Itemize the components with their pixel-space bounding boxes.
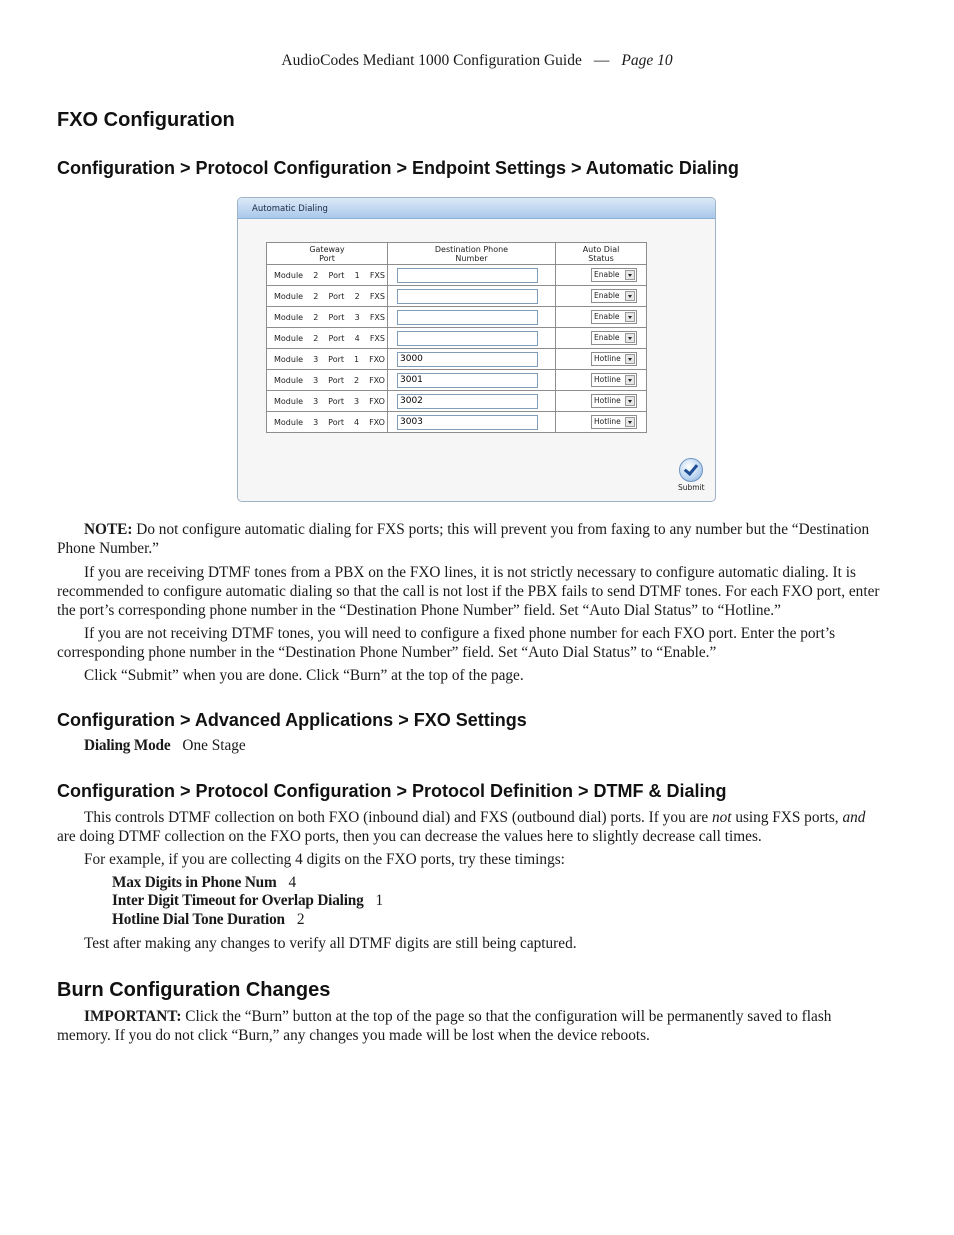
auto-dial-status-cell <box>556 328 647 349</box>
dropdown-arrow-icon[interactable] <box>625 291 635 301</box>
submit-label: Submit <box>678 483 705 492</box>
auto-dial-status-value: Enable <box>594 291 620 300</box>
timing-setting <box>112 892 383 910</box>
destination-number-input[interactable] <box>397 331 538 346</box>
table-row <box>267 412 647 433</box>
fxo-configuration-heading: FXO Configuration <box>57 109 235 131</box>
auto-dial-status-select[interactable] <box>591 289 637 303</box>
auto-dial-status-value: Hotline <box>594 417 621 426</box>
gateway-port-cell: Module 2 Port 3 FXS <box>267 307 388 328</box>
table-row <box>267 307 647 328</box>
destination-number-input[interactable] <box>397 268 538 283</box>
destination-number-input[interactable] <box>397 310 538 325</box>
table-row <box>267 286 647 307</box>
auto-dial-status-value: Enable <box>594 312 620 321</box>
timing-value: 1 <box>375 892 384 909</box>
submit-button[interactable] <box>678 458 705 492</box>
auto-dial-status-select[interactable] <box>591 415 637 429</box>
paragraph-no-dtmf: If you are not receiving DTMF tones, you will need to configure a fixed phone number for each FXO port. Enter the port’s corresponding phone number in the “Destination Phone Number” field. Set “Auto Dial Status” to “Enable.” <box>57 625 836 661</box>
checkmark-icon <box>679 458 703 482</box>
automatic-dialing-table <box>266 242 647 433</box>
automatic-dialing-path-heading: Configuration > Protocol Configuration > Endpoint Settings > Automatic Dialing <box>57 158 739 178</box>
automatic-dialing-panel <box>237 197 716 502</box>
column-header-destination-number: Destination Phone Number <box>388 243 556 265</box>
destination-number-input[interactable]: 3000 <box>397 352 538 367</box>
dropdown-arrow-icon[interactable] <box>625 354 635 364</box>
gateway-port-cell: Module 3 Port 1 FXO <box>267 349 388 370</box>
timing-label: Hotline Dial Tone Duration <box>112 911 285 928</box>
timing-label: Inter Digit Timeout for Overlap Dialing <box>112 892 364 909</box>
auto-dial-status-cell <box>556 349 647 370</box>
note-label: NOTE: <box>84 521 133 538</box>
auto-dial-status-cell <box>556 370 647 391</box>
column-header-auto-dial-status: Auto Dial Status <box>556 243 647 265</box>
destination-number-cell <box>388 286 556 307</box>
dtmf-dialing-path-heading: Configuration > Protocol Configuration > Protocol Definition > DTMF & Dialing <box>57 781 727 801</box>
dialing-mode-setting <box>84 737 246 755</box>
important-label: IMPORTANT: <box>84 1008 182 1025</box>
gateway-port-cell: Module 2 Port 2 FXS <box>267 286 388 307</box>
destination-number-cell <box>388 412 556 433</box>
gateway-port-cell: Module 3 Port 4 FXO <box>267 412 388 433</box>
fxo-settings-path-heading: Configuration > Advanced Applications > FXO Settings <box>57 710 527 730</box>
dropdown-arrow-icon[interactable] <box>625 396 635 406</box>
header-dash: — <box>593 52 610 69</box>
timing-label: Max Digits in Phone Num <box>112 874 277 891</box>
auto-dial-status-select[interactable] <box>591 352 637 366</box>
burn-configuration-heading: Burn Configuration Changes <box>57 979 331 1001</box>
page-number: Page 10 <box>621 52 673 69</box>
gateway-port-cell: Module 2 Port 1 FXS <box>267 265 388 286</box>
paragraph-dtmf-collection: This controls DTMF collection on both FXO (inbound dial) and FXS (outbound dial) ports. If you are not using FXS ports, and are doing DTMF collection on the FXO ports, then you can decrease the values here to slightly decrease call times. <box>57 809 866 845</box>
destination-number-cell <box>388 265 556 286</box>
dropdown-arrow-icon[interactable] <box>625 312 635 322</box>
important-text: Click the “Burn” button at the top of the page so that the configuration will be permanently saved to flash memory. If you do not click “Burn,” any changes you made will be lost when the device reboots. <box>57 1008 832 1044</box>
guide-title: AudioCodes Mediant 1000 Configuration Guide <box>281 52 582 69</box>
dialing-mode-value: One Stage <box>182 737 246 754</box>
destination-number-cell <box>388 328 556 349</box>
auto-dial-status-cell <box>556 265 647 286</box>
auto-dial-status-select[interactable] <box>591 331 637 345</box>
auto-dial-status-value: Enable <box>594 333 620 342</box>
note-paragraph <box>57 520 887 558</box>
destination-number-input[interactable]: 3002 <box>397 394 538 409</box>
destination-number-input[interactable] <box>397 289 538 304</box>
table-row <box>267 265 647 286</box>
gateway-port-cell: Module 2 Port 4 FXS <box>267 328 388 349</box>
destination-number-input[interactable]: 3003 <box>397 415 538 430</box>
auto-dial-status-select[interactable] <box>591 268 637 282</box>
dialing-mode-label: Dialing Mode <box>84 737 171 754</box>
timing-value: 4 <box>288 874 297 891</box>
auto-dial-status-value: Hotline <box>594 375 621 384</box>
auto-dial-status-select[interactable] <box>591 394 637 408</box>
destination-number-cell <box>388 391 556 412</box>
auto-dial-status-cell <box>556 286 647 307</box>
table-row <box>267 328 647 349</box>
paragraph-example: For example, if you are collecting 4 digits on the FXO ports, try these timings: <box>84 851 565 868</box>
table-header-row <box>267 243 647 265</box>
destination-number-cell <box>388 307 556 328</box>
table-row <box>267 391 647 412</box>
auto-dial-status-cell <box>556 307 647 328</box>
dropdown-arrow-icon[interactable] <box>625 375 635 385</box>
timing-setting <box>112 911 305 929</box>
auto-dial-status-value: Enable <box>594 270 620 279</box>
auto-dial-status-cell <box>556 412 647 433</box>
auto-dial-status-cell <box>556 391 647 412</box>
table-row <box>267 349 647 370</box>
destination-number-cell <box>388 370 556 391</box>
timing-value: 2 <box>296 911 305 928</box>
gateway-port-cell: Module 3 Port 2 FXO <box>267 370 388 391</box>
note-text: Do not configure automatic dialing for FXS ports; this will prevent you from faxing to any number but the “Destination Phone Number.” <box>57 521 870 557</box>
paragraph-pbx-dtmf: If you are receiving DTMF tones from a PBX on the FXO lines, it is not strictly necessary to configure automatic dialing. It is recommended to configure automatic dialing so that the call is not lost if the PBX fails to send DTMF tones. For each FXO port, enter the port’s corresponding phone number in the “Destination Phone Number” field. Set “Auto Dial Status” to “Hotline.” <box>57 564 880 619</box>
dropdown-arrow-icon[interactable] <box>625 333 635 343</box>
auto-dial-status-select[interactable] <box>591 310 637 324</box>
paragraph-test: Test after making any changes to verify all DTMF digits are still being captured. <box>84 935 577 952</box>
column-header-gateway-port: Gateway Port <box>267 243 388 265</box>
gateway-port-cell: Module 3 Port 3 FXO <box>267 391 388 412</box>
destination-number-input[interactable]: 3001 <box>397 373 538 388</box>
destination-number-cell <box>388 349 556 370</box>
dropdown-arrow-icon[interactable] <box>625 270 635 280</box>
running-header <box>0 52 954 70</box>
auto-dial-status-value: Hotline <box>594 354 621 363</box>
timing-setting <box>112 874 296 892</box>
table-row <box>267 370 647 391</box>
dropdown-arrow-icon[interactable] <box>625 417 635 427</box>
auto-dial-status-value: Hotline <box>594 396 621 405</box>
important-paragraph <box>57 1007 887 1045</box>
panel-title: Automatic Dialing <box>238 198 715 219</box>
auto-dial-status-select[interactable] <box>591 373 637 387</box>
paragraph-submit: Click “Submit” when you are done. Click “Burn” at the top of the page. <box>84 667 524 684</box>
